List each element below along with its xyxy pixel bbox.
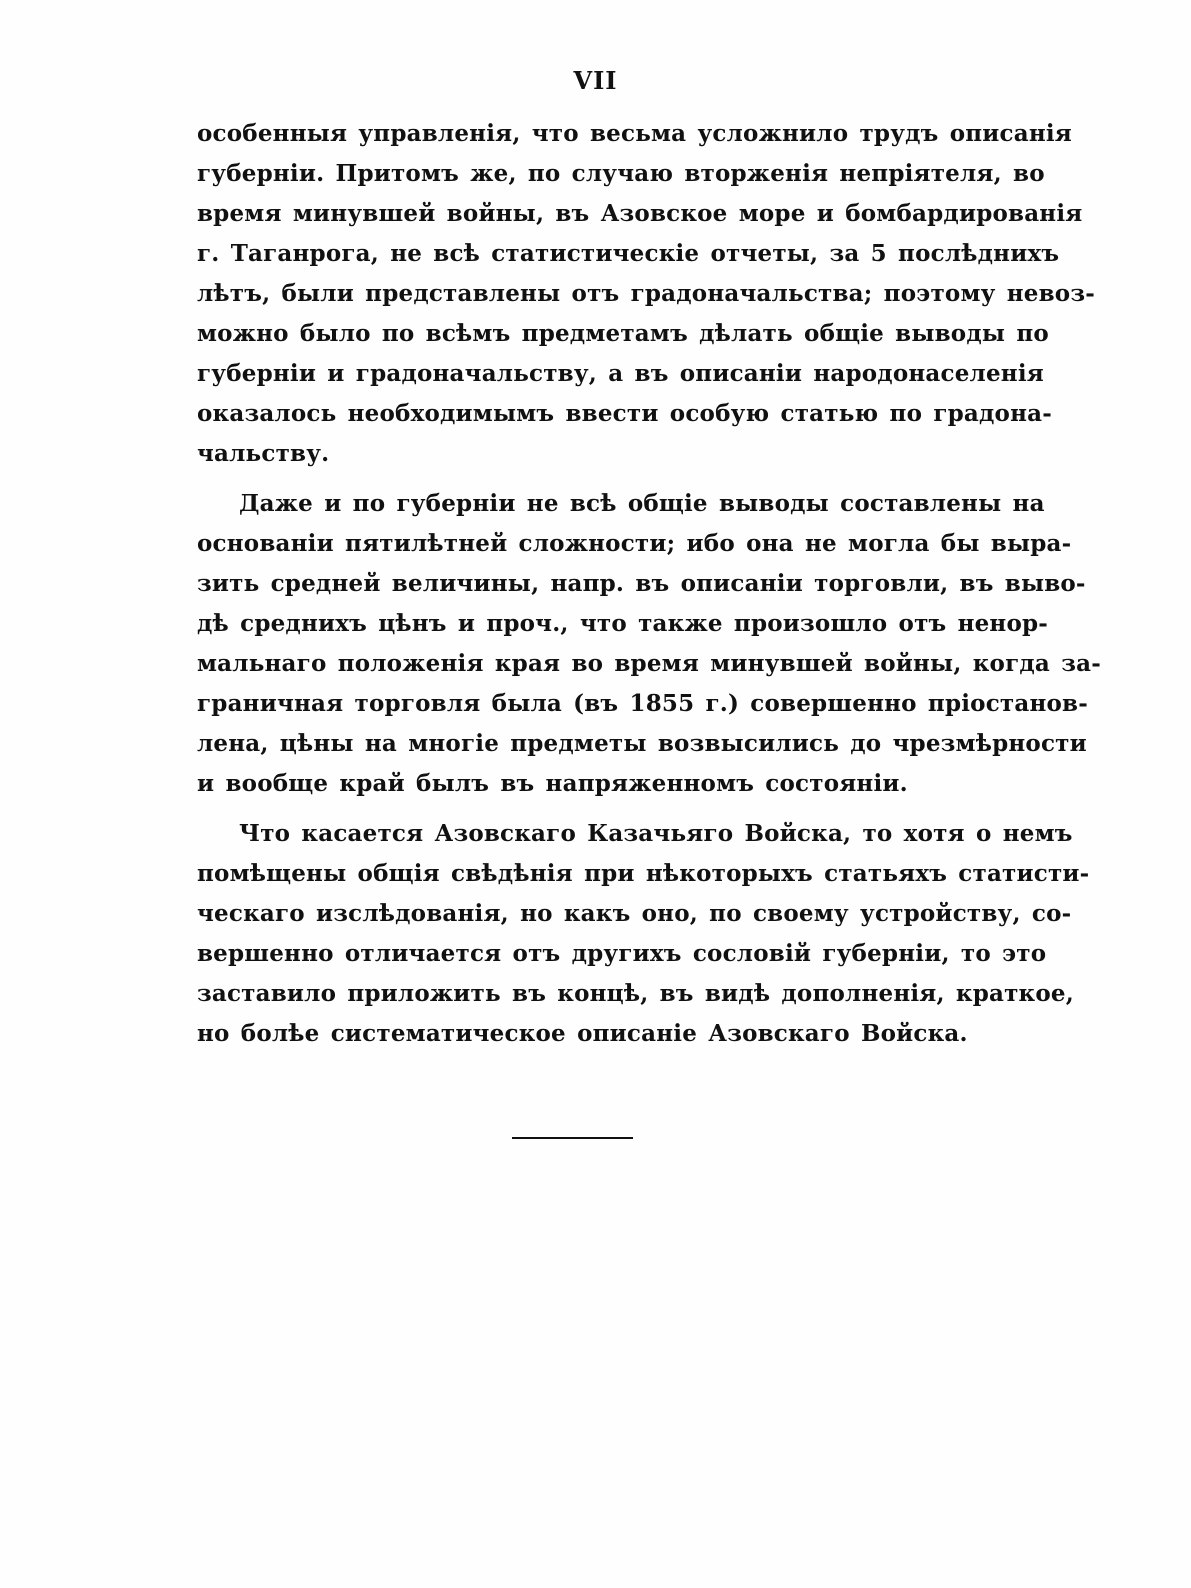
text-line: г. Таганрога, не всѣ статистическіе отчеты, за 5 послѣднихъ <box>197 240 1060 267</box>
text-line: помѣщены общія свѣдѣнія при нѣкоторыхъ статьяхъ статисти- <box>197 860 1090 887</box>
text-line: оказалось необходимымъ ввести особую статью по градона- <box>197 400 1052 427</box>
paragraph-2 <box>197 484 1101 804</box>
text-line: вершенно отличается отъ другихъ сословій губерніи, то это <box>197 940 1047 967</box>
text-line: основаніи пятилѣтней сложности; ибо она не могла бы выра- <box>197 530 1072 557</box>
text-line: можно было по всѣмъ предметамъ дѣлать общіе выводы по <box>197 320 1049 347</box>
text-line: мальнаго положенія края во время минувшей войны, когда за- <box>197 650 1101 677</box>
text-line: лѣтъ, были представлены отъ градоначальства; поэтому невоз- <box>197 280 1095 307</box>
text-line: но болѣе систематическое описаніе Азовскаго Войска. <box>197 1020 968 1047</box>
section-end-rule <box>512 1137 633 1139</box>
paragraph-3 <box>197 814 1090 1054</box>
page-number: VII <box>573 66 618 95</box>
text-line: Что касается Азовскаго Казачьяго Войска, то хотя о немъ <box>239 820 1073 847</box>
text-line: дѣ среднихъ цѣнъ и проч., что также произошло отъ ненор- <box>197 610 1049 637</box>
text-line: и вообще край былъ въ напряженномъ состояніи. <box>197 770 908 797</box>
text-line: Даже и по губерніи не всѣ общіе выводы составлены на <box>239 490 1045 517</box>
paragraph-1 <box>197 114 1095 474</box>
body-text <box>197 114 1101 1054</box>
text-line: чальству. <box>197 440 330 467</box>
text-line: губерніи. Притомъ же, по случаю вторженія непріятеля, во <box>197 160 1045 187</box>
text-line: ческаго изслѣдованія, но какъ оно, по своему устройству, со- <box>197 900 1072 927</box>
text-line: губерніи и градоначальству, а въ описаніи народонаселенія <box>197 360 1044 387</box>
text-line: граничная торговля была (въ 1855 г.) совершенно пріостанов- <box>197 690 1088 717</box>
text-line: особенныя управленія, что весьма усложнило трудъ описанія <box>197 120 1072 147</box>
text-line: лена, цѣны на многіе предметы возвысились до чрезмѣрности <box>197 730 1087 757</box>
text-line: время минувшей войны, въ Азовское море и бомбардированія <box>197 200 1083 227</box>
text-line: заставило приложить въ концѣ, въ видѣ дополненія, краткое, <box>197 980 1074 1007</box>
text-line: зить средней величины, напр. въ описаніи торговли, въ выво- <box>197 570 1086 597</box>
